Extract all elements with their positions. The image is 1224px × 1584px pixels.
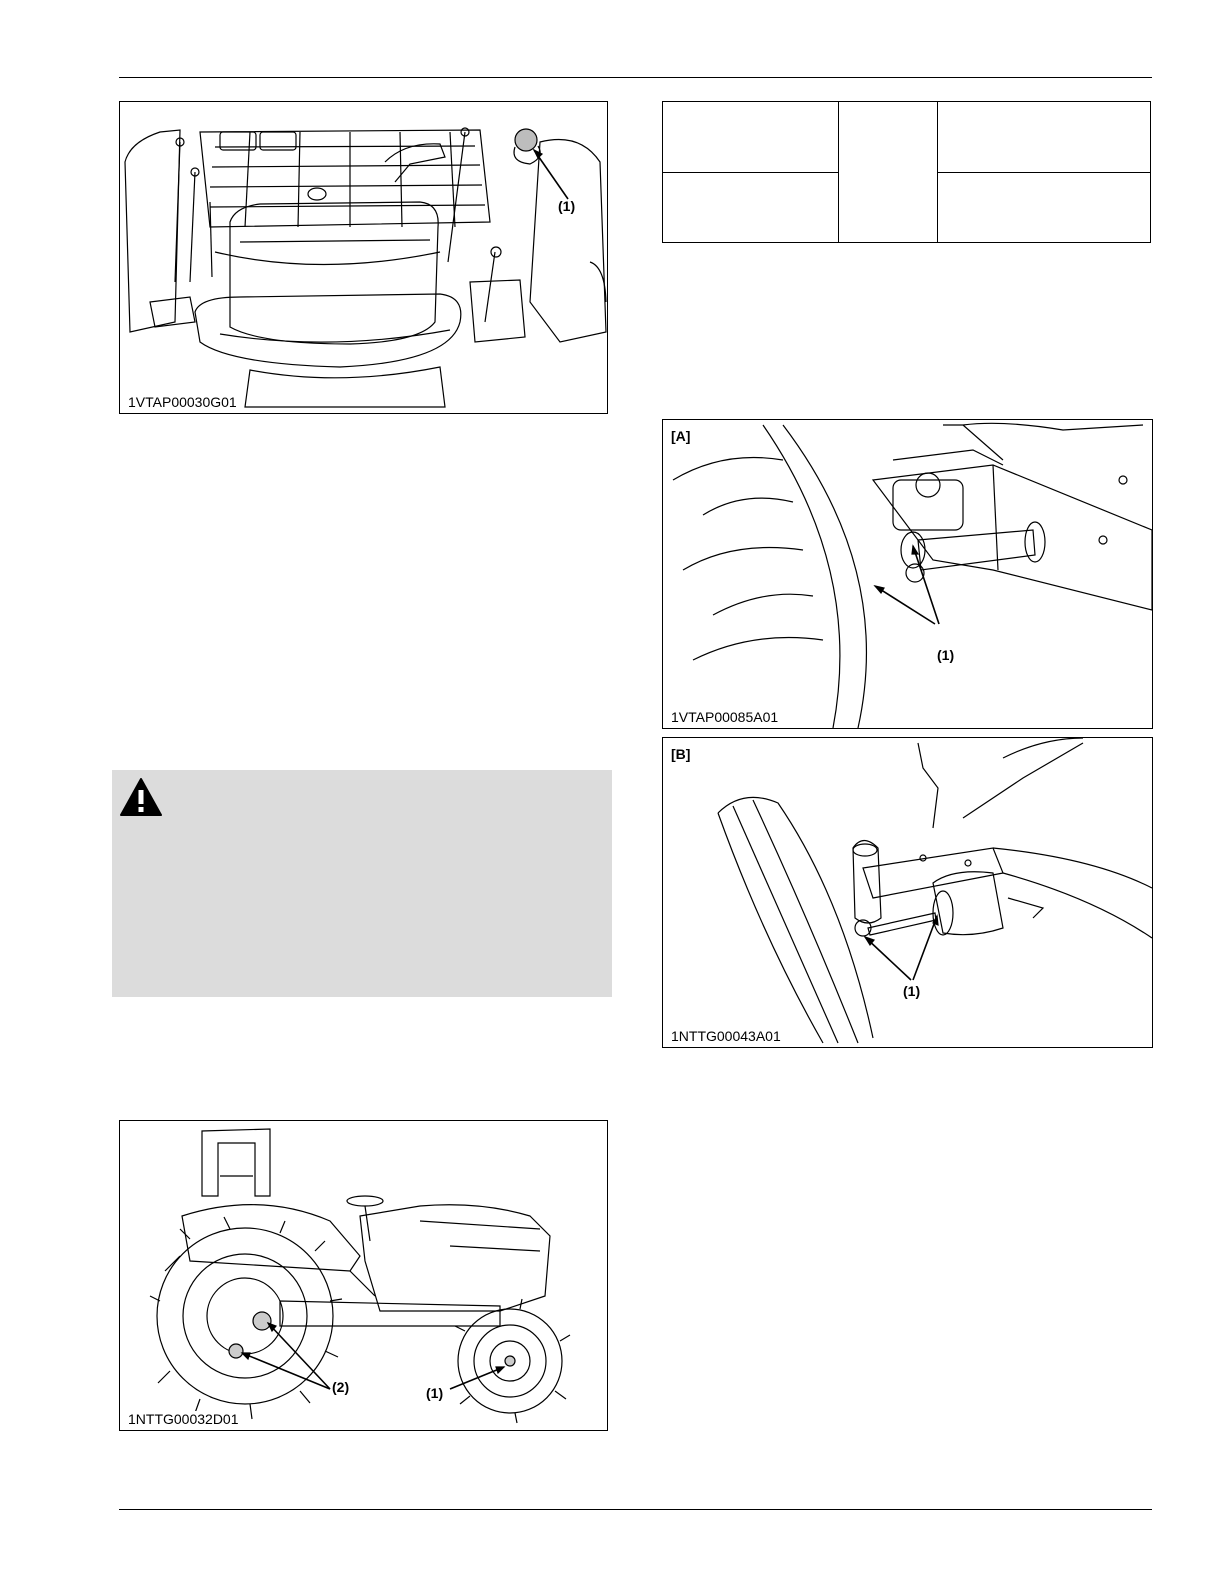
figure-code: 1NTTG00032D01 (128, 1411, 239, 1427)
tie-rod-b-illustration (663, 738, 1152, 1047)
table-cell (663, 172, 839, 243)
tractor-side-illustration (120, 1121, 607, 1430)
callout-1: (1) (426, 1385, 444, 1401)
figure-tie-rod-b (662, 737, 1153, 1048)
footer-rule (119, 1509, 1152, 1510)
spec-table (662, 101, 1151, 243)
operator-station-illustration (120, 102, 607, 413)
table-cell (938, 102, 1151, 173)
table-cell (938, 172, 1151, 243)
warning-triangle-icon (118, 776, 164, 818)
callout-1: (1) (558, 198, 576, 214)
figure-code: 1NTTG00043A01 (671, 1028, 781, 1044)
figure-tag: [B] (671, 746, 691, 762)
callout-2: (2) (332, 1379, 350, 1395)
tie-rod-a-illustration (663, 420, 1152, 728)
figure-tie-rod-a (662, 419, 1153, 729)
figure-code: 1VTAP00030G01 (128, 394, 237, 410)
header-rule (119, 77, 1152, 78)
figure-tractor-side (119, 1120, 608, 1431)
figure-code: 1VTAP00085A01 (671, 709, 779, 725)
table-row (663, 102, 1151, 173)
warning-box (112, 770, 612, 997)
callout-1: (1) (903, 983, 921, 999)
table-cell (839, 102, 938, 243)
callout-1: (1) (937, 647, 955, 663)
figure-operator-station (119, 101, 608, 414)
table-cell (663, 102, 839, 173)
figure-tag: [A] (671, 428, 691, 444)
